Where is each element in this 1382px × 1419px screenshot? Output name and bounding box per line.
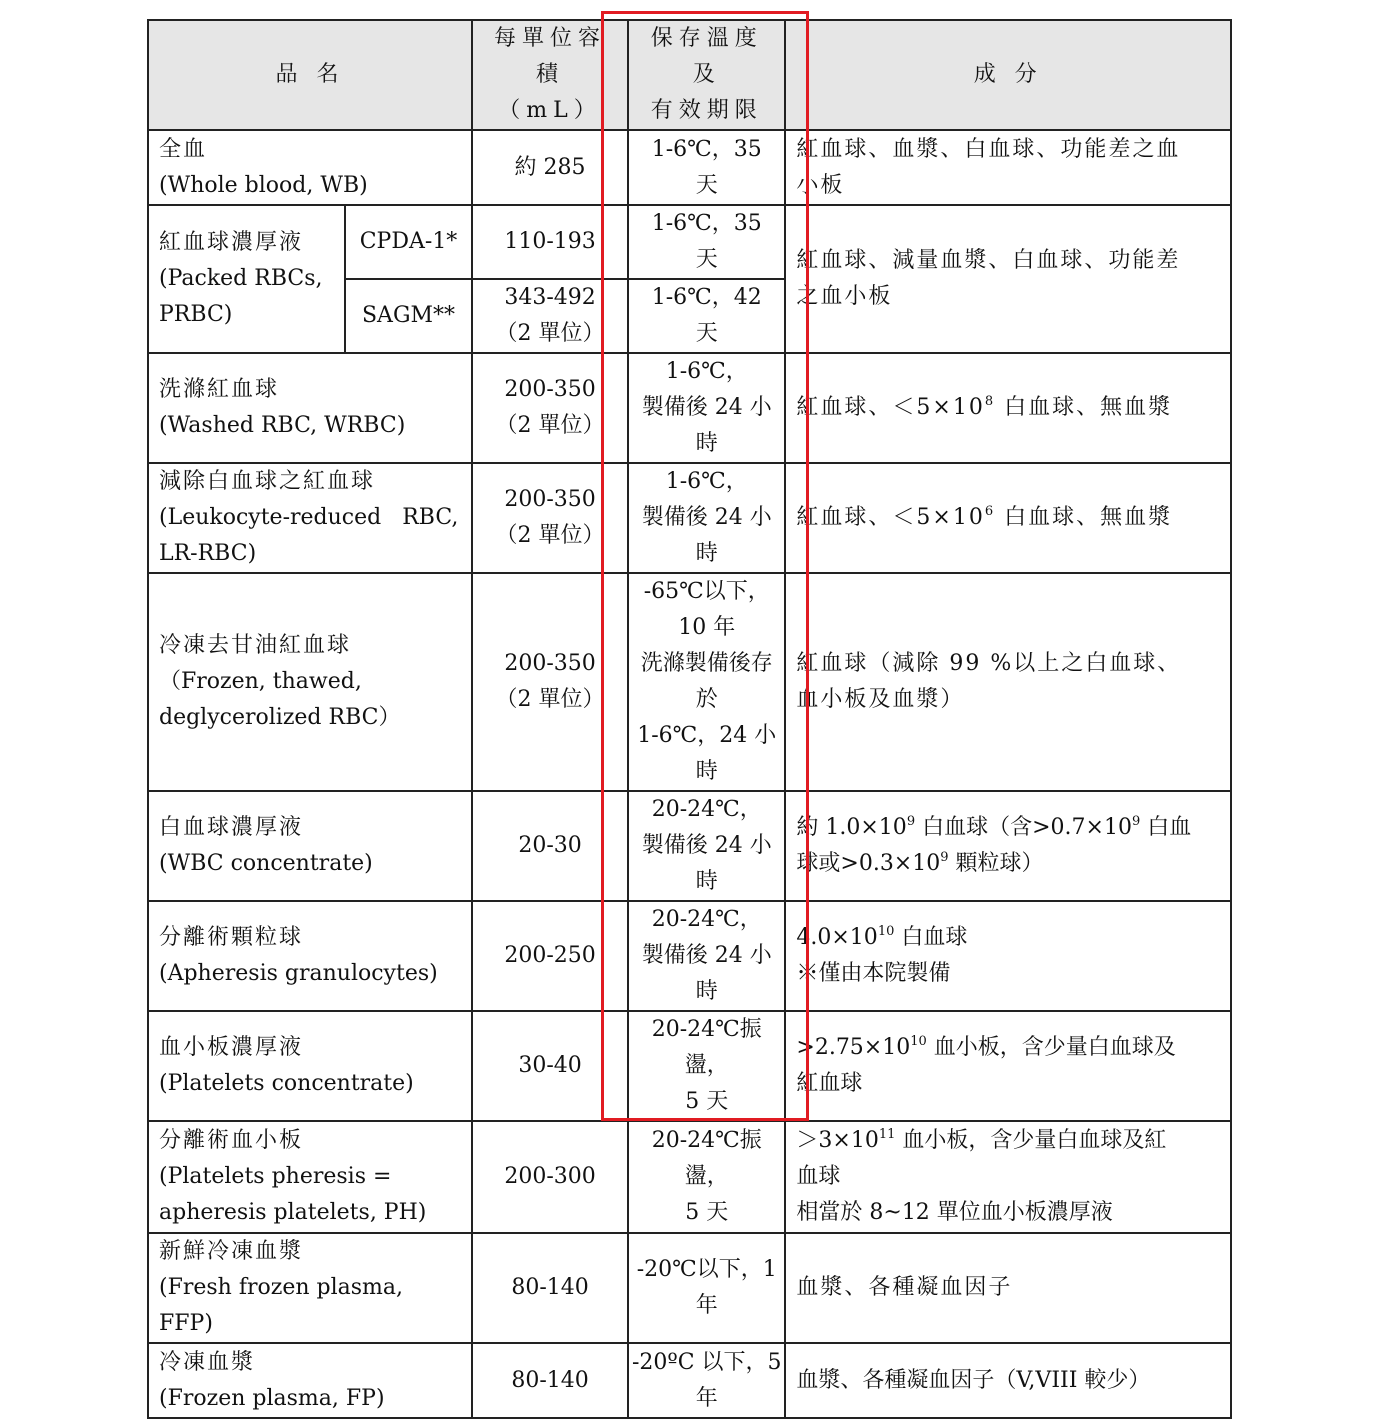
product-name-cell: 血小板濃厚液 (Platelets concentrate) (148, 1011, 472, 1121)
storage-cell: -65℃以下， 10 年 洗滌製備後存於 1-6℃，24 小時 (628, 573, 785, 791)
blood-products-table (147, 19, 1232, 1419)
storage-cell: 20-24℃振盪， 5 天 (628, 1121, 785, 1233)
table-row (148, 1011, 1231, 1121)
volume-cell: 200-350 （2 單位） (472, 463, 628, 573)
table-row (148, 463, 1231, 573)
table-row (148, 901, 1231, 1011)
composition-cell: $>2.75\times 10^{10}$ 血小板，含少量白血球及 紅血球 (785, 1011, 1231, 1121)
volume-cell: 20-30 (472, 791, 628, 901)
composition-cell: 約 $1.0\times 10^9$ 白血球（含$>0.7\times 10^9$ 白血 球或$>0.3\times 10^9$ 顆粒球） (785, 791, 1231, 901)
storage-cell: 1-6℃，35 天 (628, 130, 785, 205)
composition-cell: $>3\times 10^{11}$ 血小板，含少量白血球及紅 血球 相當於 8~12 單位血小板濃厚液 (785, 1121, 1231, 1233)
volume-cell: 200-250 (472, 901, 628, 1011)
product-name-cell: 新鮮冷凍血漿 (Fresh frozen plasma, FFP) (148, 1233, 472, 1343)
composition-cell: 紅血球、減量血漿、白血球、功能差 之血小板 (785, 205, 1231, 353)
volume-cell: 343-492 （2 單位） (472, 279, 628, 353)
storage-cell: 20-24℃振盪， 5 天 (628, 1011, 785, 1121)
product-name-cell: 全血 (Whole blood, WB) (148, 130, 472, 205)
anticoagulant-cell: CPDA-1* (345, 205, 472, 279)
table-row (148, 205, 1231, 279)
header-row (148, 20, 1231, 130)
volume-cell: 200-350 （2 單位） (472, 573, 628, 791)
header-composition: 成 分 (785, 20, 1231, 130)
table-row (148, 1343, 1231, 1418)
table-row (148, 573, 1231, 791)
composition-cell: 紅血球、血漿、白血球、功能差之血 小板 (785, 130, 1231, 205)
anticoagulant-cell: SAGM** (345, 279, 472, 353)
table-row (148, 1121, 1231, 1233)
table-row (148, 353, 1231, 463)
storage-cell: 20-24℃， 製備後 24 小時 (628, 901, 785, 1011)
volume-cell: 30-40 (472, 1011, 628, 1121)
composition-cell: 紅血球、$<5\times 10^6$ 白血球、無血漿 (785, 463, 1231, 573)
product-name-cell: 分離術顆粒球 (Apheresis granulocytes) (148, 901, 472, 1011)
storage-cell: 20-24℃， 製備後 24 小時 (628, 791, 785, 901)
product-name-cell: 冷凍去甘油紅血球 （Frozen, thawed, deglycerolized RBC） (148, 573, 472, 791)
header-name: 品 名 (148, 20, 472, 130)
composition-cell: 血漿、各種凝血因子 (785, 1233, 1231, 1343)
product-name-cell: 分離術血小板 (Platelets pheresis = apheresis platelets, PH) (148, 1121, 472, 1233)
volume-cell: 80-140 (472, 1343, 628, 1418)
storage-cell: -20ºC 以下，5 年 (628, 1343, 785, 1418)
product-name-cell: 減除白血球之紅血球 (Leukocyte-reduced RBC, LR-RBC) (148, 463, 472, 573)
header-storage: 保存溫度及 有效期限 (628, 20, 785, 130)
table-row (148, 1233, 1231, 1343)
product-name-cell: 白血球濃厚液 (WBC concentrate) (148, 791, 472, 901)
storage-cell: 1-6℃， 製備後 24 小時 (628, 353, 785, 463)
composition-cell: 紅血球（減除 99 %以上之白血球、 血小板及血漿） (785, 573, 1231, 791)
product-name-cell: 紅血球濃厚液 (Packed RBCs, PRBC) (148, 205, 345, 353)
product-name-cell: 洗滌紅血球 (Washed RBC, WRBC) (148, 353, 472, 463)
table-row (148, 130, 1231, 205)
volume-cell: 110-193 (472, 205, 628, 279)
volume-cell: 200-350 （2 單位） (472, 353, 628, 463)
volume-cell: 80-140 (472, 1233, 628, 1343)
composition-cell: 紅血球、$<5\times 10^8$ 白血球、無血漿 (785, 353, 1231, 463)
storage-cell: 1-6℃， 製備後 24 小時 (628, 463, 785, 573)
header-volume: 每單位容積 （mL） (472, 20, 628, 130)
composition-cell: $4.0\times 10^{10}$ 白血球 ※僅由本院製備 (785, 901, 1231, 1011)
storage-cell: 1-6℃，35 天 (628, 205, 785, 279)
volume-cell: 約 285 (472, 130, 628, 205)
storage-cell: 1-6℃，42 天 (628, 279, 785, 353)
table-row (148, 791, 1231, 901)
product-name-cell: 冷凍血漿 (Frozen plasma, FP) (148, 1343, 472, 1418)
volume-cell: 200-300 (472, 1121, 628, 1233)
composition-cell: 血漿、各種凝血因子（V,VIII 較少） (785, 1343, 1231, 1418)
storage-cell: -20℃以下，1 年 (628, 1233, 785, 1343)
